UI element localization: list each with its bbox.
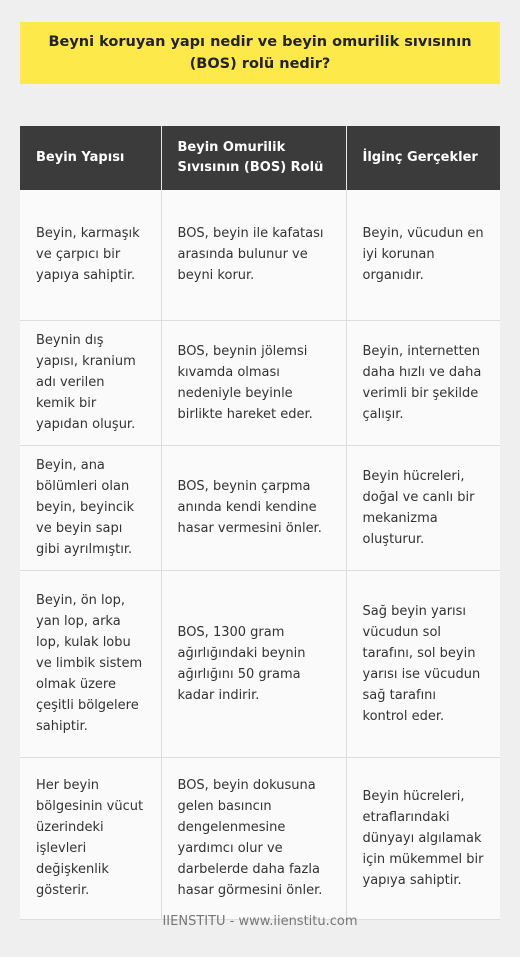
- table-cell: BOS, 1300 gram ağırlığındaki beynin ağırlığını 50 grama kadar indirir.: [161, 570, 346, 757]
- table-cell: BOS, beyin dokusuna gelen basıncın dengelenmesine yardımcı olur ve darbelerde daha fazla hasar görmesini önler.: [161, 757, 346, 919]
- table-cell: Beyin, ana bölümleri olan beyin, beyincik ve beyin sapı gibi ayrılmıştır.: [20, 445, 161, 570]
- table-cell: Beyin hücreleri, doğal ve canlı bir mekanizma oluşturur.: [346, 445, 500, 570]
- table-row: [20, 190, 500, 320]
- title-banner: [20, 22, 500, 84]
- table-cell: Beyin hücreleri, etraflarındaki dünyayı algılamak için mükemmel bir yapıya sahiptir.: [346, 757, 500, 919]
- table-row: [20, 320, 500, 445]
- table-cell: BOS, beyin ile kafatası arasında bulunur ve beyni korur.: [161, 190, 346, 320]
- table-cell: Beyin, vücudun en iyi korunan organıdır.: [346, 190, 500, 320]
- column-header-brain-structure: Beyin Yapısı: [20, 126, 161, 190]
- info-table: [20, 126, 500, 920]
- table-cell: Sağ beyin yarısı vücudun sol tarafını, sol beyin yarısı ise vücudun sağ tarafını kontrol eder.: [346, 570, 500, 757]
- column-header-interesting-facts: İlginç Gerçekler: [346, 126, 500, 190]
- table-row: [20, 445, 500, 570]
- table-cell: BOS, beynin çarpma anında kendi kendine hasar vermesini önler.: [161, 445, 346, 570]
- table-row: [20, 757, 500, 919]
- column-header-csf-role: Beyin Omurilik Sıvısının (BOS) Rolü: [161, 126, 346, 190]
- table-cell: BOS, beynin jölemsi kıvamda olması nedeniyle beyinle birlikte hareket eder.: [161, 320, 346, 445]
- table-cell: Beyin, karmaşık ve çarpıcı bir yapıya sahiptir.: [20, 190, 161, 320]
- table-cell: Beynin dış yapısı, kranium adı verilen kemik bir yapıdan oluşur.: [20, 320, 161, 445]
- table-header-row: [20, 126, 500, 190]
- table-cell: Beyin, ön lop, yan lop, arka lop, kulak lobu ve limbik sistem olmak üzere çeşitli bölgelere sahiptir.: [20, 570, 161, 757]
- table-row: [20, 570, 500, 757]
- page-title: Beyni koruyan yapı nedir ve beyin omurilik sıvısının (BOS) rolü nedir?: [48, 34, 472, 72]
- table-cell: Her beyin bölgesinin vücut üzerindeki işlevleri değişkenlik gösterir.: [20, 757, 161, 919]
- footer-credit: IIENSTITU - www.iienstitu.com: [162, 914, 358, 929]
- table-cell: Beyin, internetten daha hızlı ve daha verimli bir şekilde çalışır.: [346, 320, 500, 445]
